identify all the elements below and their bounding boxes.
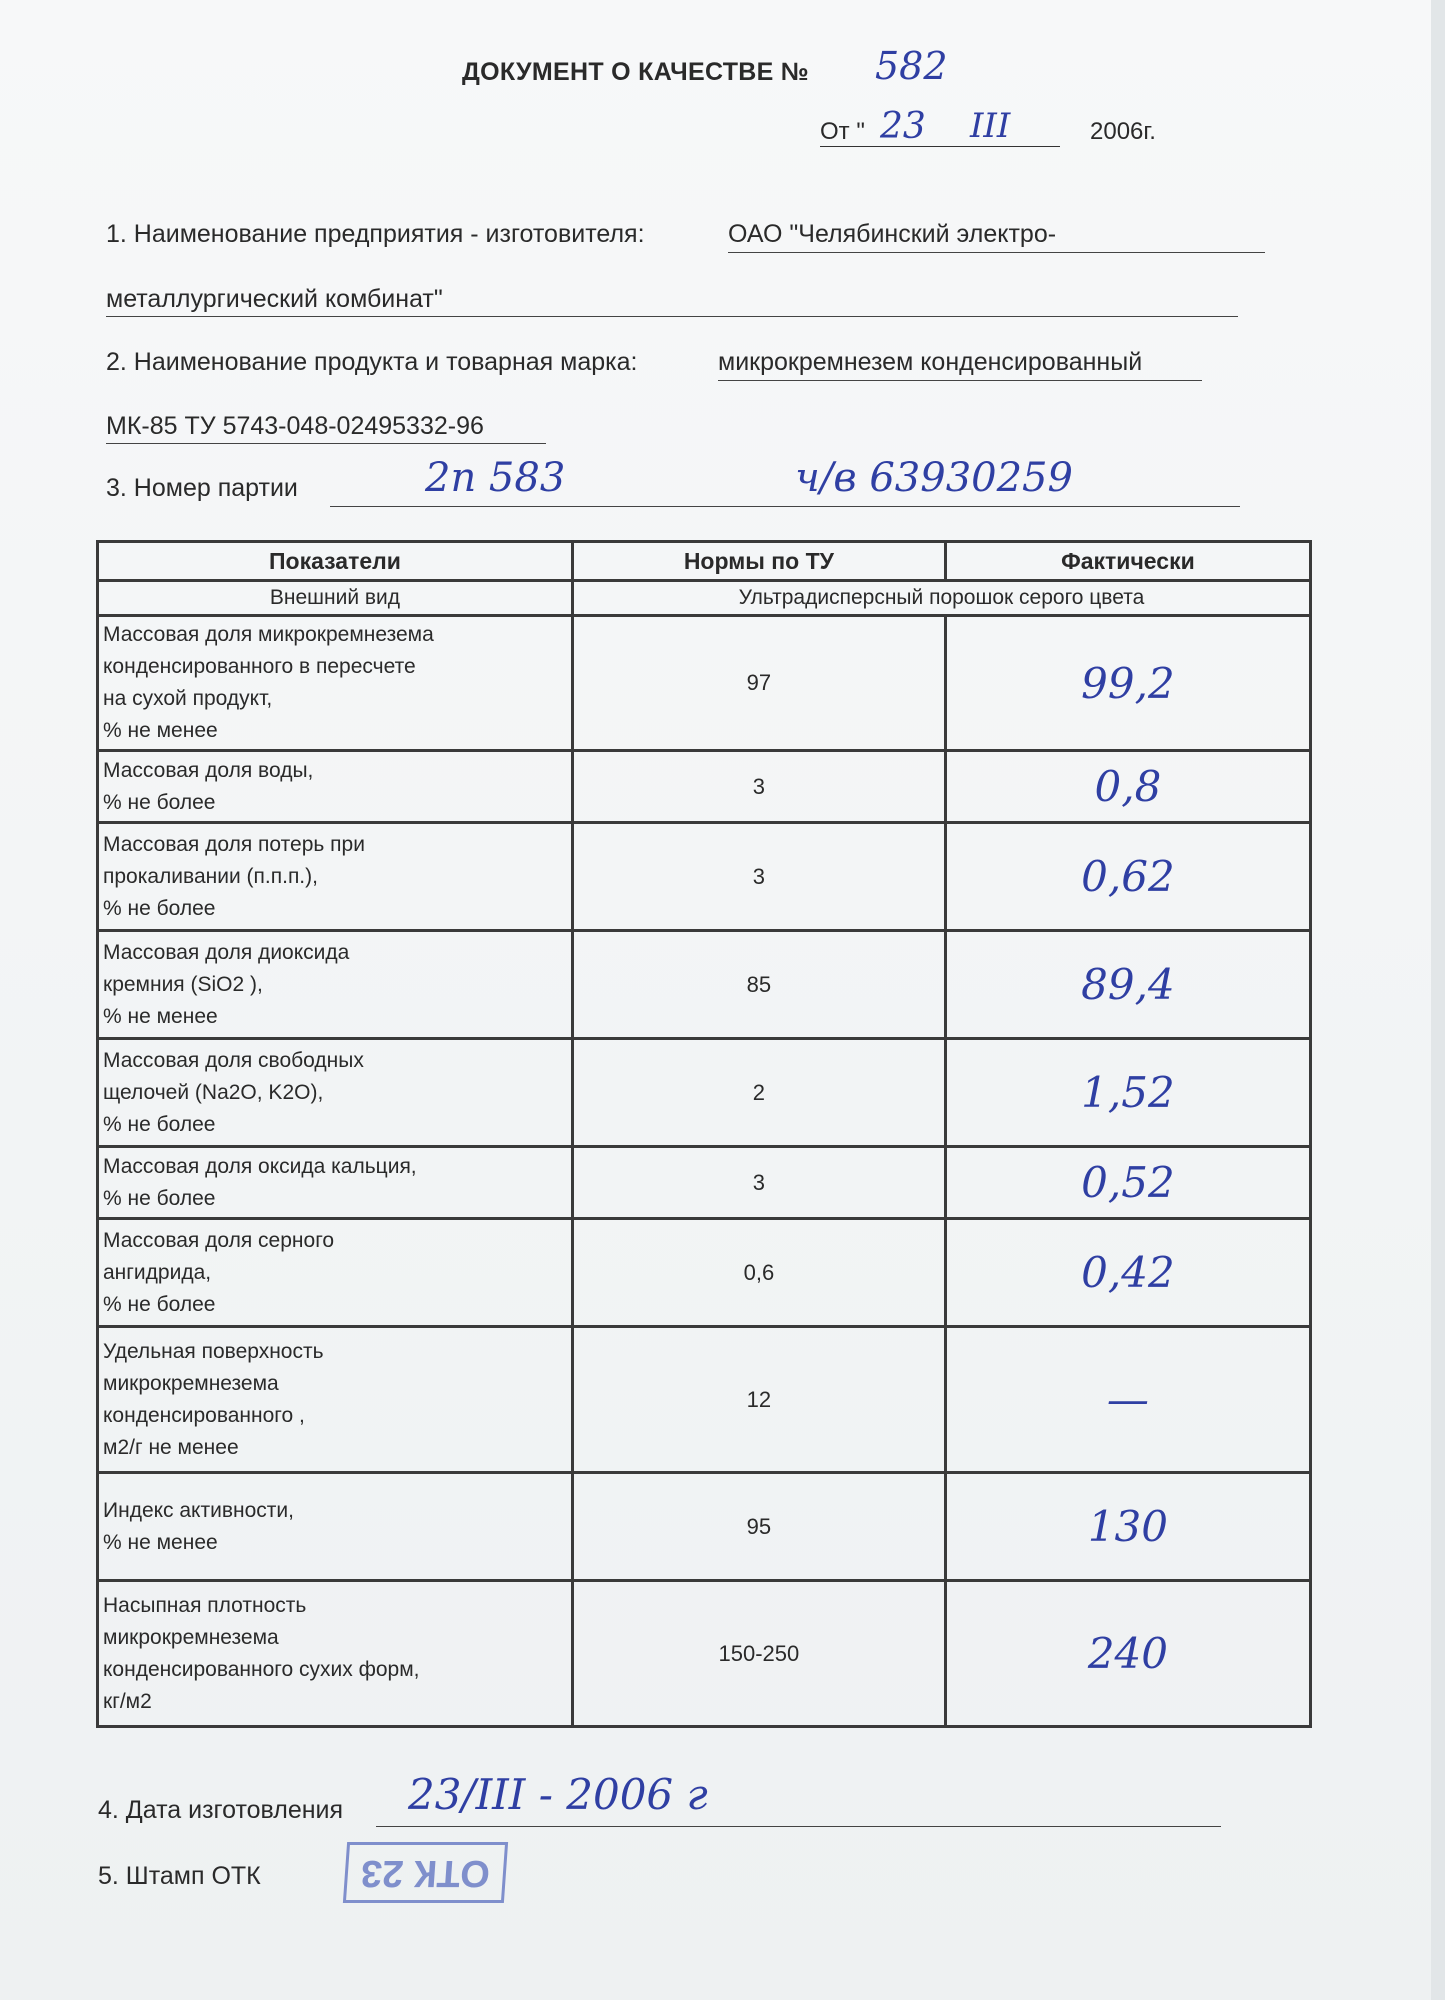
actual-cell <box>945 931 1310 1039</box>
indicator-label-line: Массовая доля серного <box>103 1228 335 1252</box>
date-prefix: От " <box>820 118 1060 147</box>
actual-cell <box>945 1327 1310 1473</box>
indicator-label-line: % не более <box>103 1292 216 1316</box>
header-indicators: Показатели <box>98 542 573 581</box>
field-4-label: 4. Дата изготовления <box>98 1796 344 1824</box>
indicator-label-line: Массовая доля микрокремнезема <box>103 623 434 646</box>
actual-value-handwritten: 130 <box>1087 1502 1168 1551</box>
indicator-label-line: Насыпная плотность <box>103 1593 307 1617</box>
indicator-label-line: Массовая доля оксида кальция, <box>103 1154 417 1178</box>
norm-value: 150-250 <box>572 1581 945 1727</box>
indicator-label-line: конденсированного сухих форм, <box>103 1657 420 1681</box>
field-1-label: 1. Наименование предприятия - изготовителя: <box>106 220 645 248</box>
actual-value-handwritten: 0,52 <box>1081 1158 1175 1207</box>
table-row <box>98 1473 1311 1581</box>
indicator-label <box>98 1039 573 1147</box>
indicator-label-line: % не менее <box>103 1530 218 1554</box>
indicator-label-line: % не более <box>103 1112 216 1136</box>
field-3-underline <box>330 506 1240 507</box>
actual-value-handwritten: 89,4 <box>1081 960 1175 1009</box>
header-actual: Фактически <box>945 542 1310 581</box>
actual-value-handwritten: 99,2 <box>1081 658 1175 708</box>
indicator-label-line: Индекс активности, <box>103 1498 294 1522</box>
date-year: 2006г. <box>1090 118 1156 145</box>
indicator-label-line: % не более <box>103 790 216 814</box>
field-2-underline-2 <box>106 443 546 444</box>
norm-value: 95 <box>572 1473 945 1581</box>
indicator-label <box>98 616 573 751</box>
field-5-label: 5. Штамп ОТК <box>98 1862 261 1890</box>
date-day-handwritten: 23 <box>880 106 926 147</box>
norm-value: 0,6 <box>572 1219 945 1327</box>
indicator-label-line: % не менее <box>103 1004 218 1028</box>
otk-stamp: ОТК 23 <box>343 1842 508 1903</box>
table-row <box>98 1147 1311 1219</box>
actual-value-handwritten: — <box>1106 1375 1149 1424</box>
indicator-label <box>98 1147 573 1219</box>
table-row <box>98 751 1311 823</box>
actual-cell <box>945 1219 1310 1327</box>
indicator-label <box>98 931 573 1039</box>
norm-value: 3 <box>572 1147 945 1219</box>
norm-value: 2 <box>572 1039 945 1147</box>
field-1-value-line1: ОАО "Челябинский электро- <box>728 220 1057 248</box>
actual-cell <box>945 823 1310 931</box>
appearance-label: Внешний вид <box>98 581 573 616</box>
actual-cell <box>945 1039 1310 1147</box>
document-title: ДОКУМЕНТ О КАЧЕСТВЕ № <box>462 58 810 86</box>
production-date-handwritten: 23/III - 2006 г <box>408 1770 708 1819</box>
indicator-label-line: щелочей (Na2O, K2O), <box>103 1080 324 1104</box>
document-number-handwritten: 582 <box>875 44 948 88</box>
header-norms: Нормы по ТУ <box>572 542 945 581</box>
field-3-label: 3. Номер партии <box>106 474 298 502</box>
table-row <box>98 1327 1311 1473</box>
actual-value-handwritten: 0,8 <box>1094 762 1162 811</box>
indicator-label <box>98 1219 573 1327</box>
table-header-row <box>98 542 1311 581</box>
field-2-value-line1: микрокремнезем конденсированный <box>718 348 1143 376</box>
actual-cell <box>945 751 1310 823</box>
indicator-label-line: на сухой продукт, <box>103 687 273 710</box>
wagon-number-handwritten: ч/в 63930259 <box>795 455 1073 501</box>
indicator-label-line: Массовая доля диоксида <box>103 940 350 964</box>
indicator-label <box>98 751 573 823</box>
table-row <box>98 1039 1311 1147</box>
indicator-label-line: Массовая доля свободных <box>103 1048 364 1072</box>
actual-cell <box>945 1147 1310 1219</box>
indicator-label-line: кремния (SiO2 ), <box>103 972 263 996</box>
actual-cell <box>945 1473 1310 1581</box>
indicator-label-line: кг/м2 <box>103 1689 152 1713</box>
appearance-row <box>98 581 1311 616</box>
norm-value: 3 <box>572 823 945 931</box>
field-1-value-line2: металлургический комбинат" <box>106 285 443 313</box>
table-row <box>98 1581 1311 1727</box>
batch-number-handwritten: 2п 583 <box>425 455 566 501</box>
quality-table <box>96 540 1312 1728</box>
indicator-label-line: % не более <box>103 1186 216 1210</box>
actual-cell <box>945 1581 1310 1727</box>
indicator-label <box>98 1473 573 1581</box>
actual-value-handwritten: 0,42 <box>1081 1248 1175 1297</box>
indicator-label-line: прокаливании (п.п.п.), <box>103 864 318 888</box>
norm-value: 85 <box>572 931 945 1039</box>
scan-edge <box>1431 0 1445 2000</box>
indicator-label-line: конденсированного в пересчете <box>103 655 416 678</box>
indicator-label-line: ангидрида, <box>103 1260 212 1284</box>
actual-value-handwritten: 0,62 <box>1081 852 1175 901</box>
indicator-label <box>98 823 573 931</box>
actual-cell <box>945 616 1310 751</box>
table-row <box>98 616 1311 751</box>
appearance-value: Ультрадисперсный порошок серого цвета <box>572 581 1310 616</box>
field-2-underline <box>718 380 1202 381</box>
indicator-label-line: м2/г не менее <box>103 1435 239 1459</box>
field-2-label: 2. Наименование продукта и товарная марка: <box>106 348 638 376</box>
table-row <box>98 823 1311 931</box>
indicator-label-line: Массовая доля потерь при <box>103 832 365 856</box>
actual-value-handwritten: 240 <box>1087 1629 1168 1678</box>
indicator-label-line: % не менее <box>103 719 218 742</box>
indicator-label-line: микрокремнезема <box>103 1371 279 1395</box>
table-row <box>98 1219 1311 1327</box>
indicator-label-line: конденсированного , <box>103 1403 305 1427</box>
field-1-underline-2 <box>106 316 1238 317</box>
indicator-label <box>98 1581 573 1727</box>
actual-value-handwritten: 1,52 <box>1081 1068 1175 1117</box>
norm-value: 3 <box>572 751 945 823</box>
indicator-label <box>98 1327 573 1473</box>
indicator-label-line: Массовая доля воды, <box>103 758 314 782</box>
field-1-underline <box>728 252 1265 253</box>
date-month-handwritten: III <box>970 106 1011 146</box>
indicator-label-line: Удельная поверхность <box>103 1339 324 1363</box>
field-2-value-line2: МК-85 ТУ 5743-048-02495332-96 <box>106 412 484 440</box>
field-4-underline <box>376 1826 1221 1827</box>
indicator-label-line: микрокремнезема <box>103 1625 279 1649</box>
indicator-label-line: % не более <box>103 896 216 920</box>
table-row <box>98 931 1311 1039</box>
norm-value: 97 <box>572 616 945 751</box>
norm-value: 12 <box>572 1327 945 1473</box>
